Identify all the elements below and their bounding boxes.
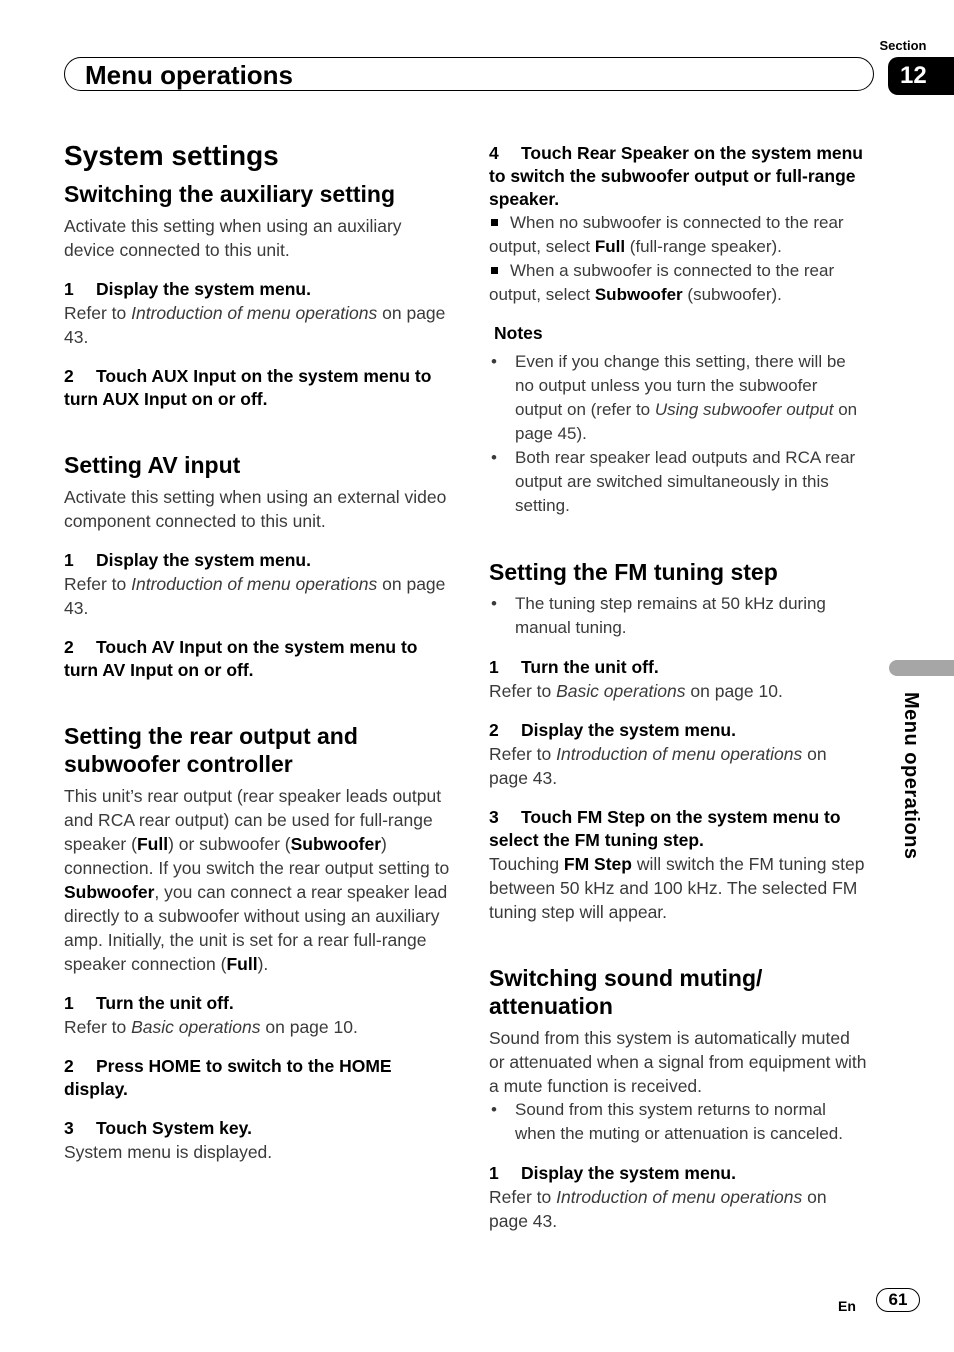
aux-step-1: 1 Display the system menu.	[64, 279, 311, 299]
fm-bullets	[489, 592, 869, 640]
rear-step-3: 3 Touch System key.	[64, 1118, 252, 1138]
square-bullet-icon	[491, 219, 498, 226]
av-heading: Setting AV input	[64, 452, 241, 478]
section-label: Section	[879, 38, 927, 53]
side-tab-label: Menu operations	[900, 692, 922, 860]
rear-step-2: 2 Press HOME to switch to the HOME display.	[64, 1056, 392, 1099]
rear-heading: Setting the rear output and subwoofer controller	[64, 723, 358, 777]
page-number: 61	[876, 1288, 920, 1312]
av-step-1-ref: Refer to Introduction of menu operations on page 43.	[64, 574, 446, 618]
fm-bullet-item: • The tuning step remains at 50 kHz during manual tuning.	[489, 592, 869, 640]
header-bar	[64, 57, 874, 91]
language-label: En	[838, 1298, 856, 1314]
side-tab-marker	[889, 660, 954, 676]
rear-step-4: 4 Touch Rear Speaker on the system menu to switch the subwoofer output or full-range speaker.	[489, 143, 864, 209]
mute-bullet-item: • Sound from this system returns to normal when the muting or attenuation is canceled.	[489, 1098, 869, 1146]
page-title: Menu operations	[85, 60, 294, 90]
fm-step-1: 1 Turn the unit off.	[489, 657, 659, 677]
aux-step-2: 2 Touch AUX Input on the system menu to turn AUX Input on or off.	[64, 366, 432, 409]
section-number-badge: 12	[888, 57, 954, 95]
mute-step-1: 1 Display the system menu.	[489, 1163, 736, 1183]
rear-option-full: When no subwoofer is connected to the rear output, select Full (full-range speaker).	[489, 213, 844, 256]
fm-step-2-ref: Refer to Introduction of menu operations on page 43.	[489, 744, 827, 788]
av-intro: Activate this setting when using an external video component connected to this unit.	[64, 487, 447, 531]
fm-step-3-desc: Touching FM Step will switch the FM tuning step between 50 kHz and 100 kHz. The selected FM tuning step will appear.	[489, 854, 865, 922]
mute-bullets	[489, 1098, 869, 1146]
notes-list	[489, 350, 869, 518]
rear-step-3-desc: System menu is displayed.	[64, 1142, 273, 1162]
fm-step-1-ref: Refer to Basic operations on page 10.	[489, 681, 783, 701]
notes-heading: Notes	[494, 323, 543, 343]
av-step-2: 2 Touch AV Input on the system menu to turn AV Input on or off.	[64, 637, 418, 680]
system-settings-title: System settings	[64, 140, 279, 171]
rear-step-1: 1 Turn the unit off.	[64, 993, 234, 1013]
aux-heading: Switching the auxiliary setting	[64, 181, 396, 207]
left-column	[64, 138, 450, 1164]
fm-step-2: 2 Display the system menu.	[489, 720, 736, 740]
rear-step-1-ref: Refer to Basic operations on page 10.	[64, 1017, 358, 1037]
mute-heading: Switching sound muting/ attenuation	[489, 965, 763, 1019]
fm-heading: Setting the FM tuning step	[489, 559, 778, 585]
note-item: • Both rear speaker lead outputs and RCA rear output are switched simultaneously in this setting.	[489, 446, 869, 518]
aux-step-1-ref: Refer to Introduction of menu operations on page 43.	[64, 303, 446, 347]
fm-step-3: 3 Touch FM Step on the system menu to select the FM tuning step.	[489, 807, 841, 850]
rear-intro: This unit’s rear output (rear speaker leads output and RCA rear output) can be used for full-range speaker (Full) or subwoofer (Subwoofer) connection. If you switch the rear output setting to Subwoofer, you can connect a rear speaker lead directly to a subwoofer without using an auxiliary amp. Initially, the unit is set for a rear full-range speaker connection (Full).	[64, 786, 450, 974]
square-bullet-icon	[491, 267, 498, 274]
right-column	[489, 142, 869, 1233]
mute-step-1-ref: Refer to Introduction of menu operations on page 43.	[489, 1187, 827, 1231]
av-step-1: 1 Display the system menu.	[64, 550, 311, 570]
note-item: • Even if you change this setting, there will be no output unless you turn the subwoofer output on (refer to Using subwoofer output on page 45).	[489, 350, 869, 446]
aux-intro: Activate this setting when using an auxiliary device connected to this unit.	[64, 216, 402, 260]
mute-intro: Sound from this system is automatically muted or attenuated when a signal from equipment with a mute function is received.	[489, 1028, 867, 1096]
rear-option-subwoofer: When a subwoofer is connected to the rear output, select Subwoofer (subwoofer).	[489, 261, 835, 304]
